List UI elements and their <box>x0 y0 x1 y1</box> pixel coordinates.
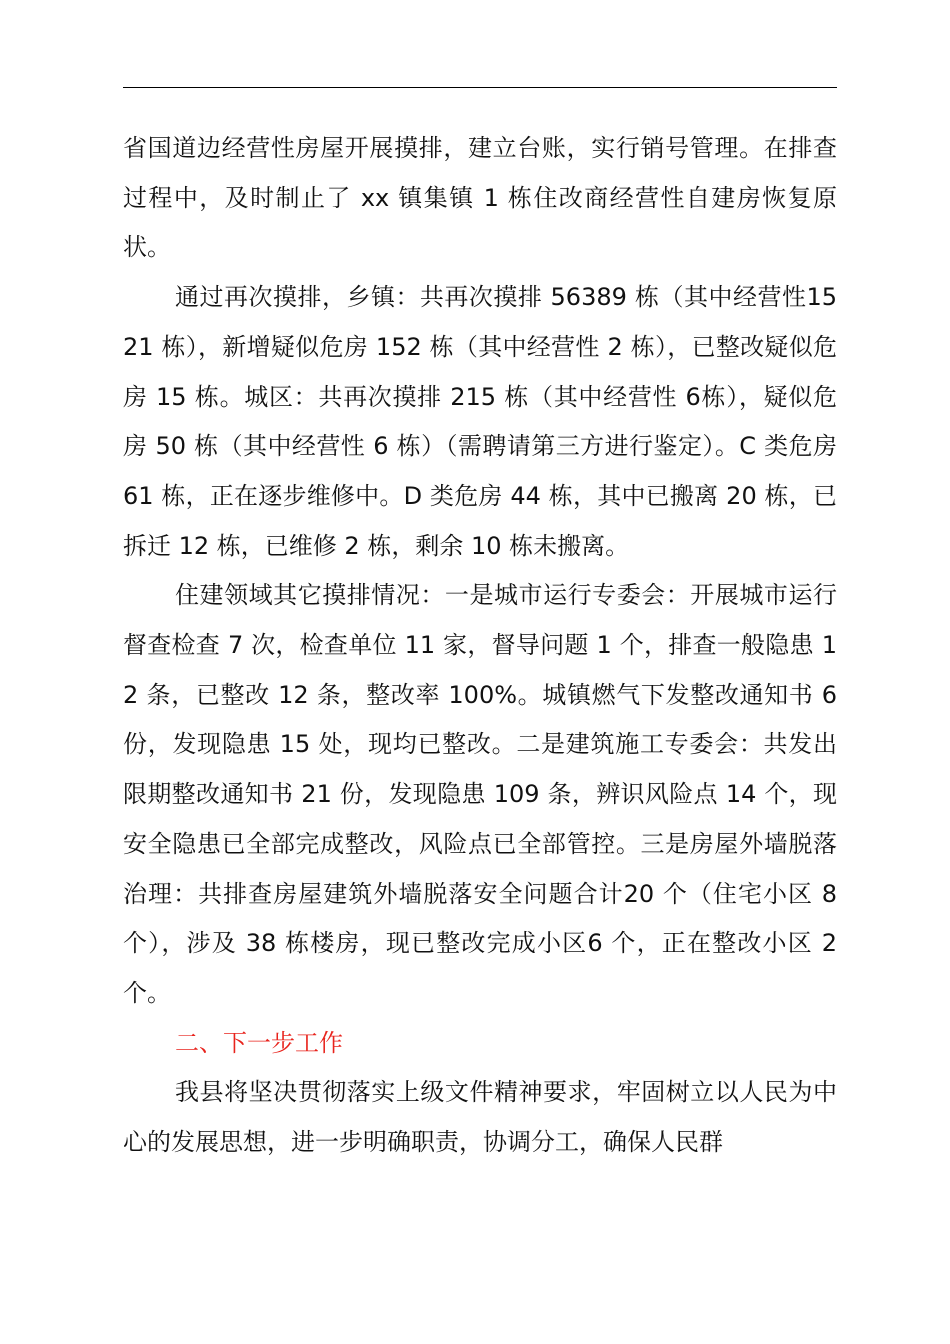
paragraph-continuation: 省国道边经营性房屋开展摸排，建立台账，实行销号管理。在排查过程中，及时制止了 xx 镇集镇 1 栋住改商经营性自建房恢复原状。 <box>123 134 837 262</box>
document-body <box>123 124 837 1168</box>
paragraph-other-inspections: 住建领域其它摸排情况：一是城市运行专委会：开展城市运行督查检查 7 次，检查单位 11 家，督导问题 1 个，排查一般隐患 12 条，已整改 12 条，整改率 100%。城镇燃气下发整改通知书 6 份，发现隐患 15 处，现均已整改。二是建筑施工专委会：共发出限期整改通知书 21 份，发现隐患 109 条，辨识风险点 14 个，现安全隐患已全部完成整改，风险点已全部管控。三是房屋外墙脱落治理：共排查房屋建筑外墙脱落安全问题合计20 个（住宅小区 8 个），涉及 38 栋楼房，现已整改完成小区6 个，正在整改小区 2 个。 <box>123 581 837 1007</box>
paragraph-resurvey-results: 通过再次摸排，乡镇：共再次摸排 56389 栋（其中经营性1521 栋），新增疑似危房 152 栋（其中经营性 2 栋），已整改疑似危房 15 栋。城区：共再次摸排 215 栋（其中经营性 6栋），疑似危房 50 栋（其中经营性 6 栋）（需聘请第三方进行鉴定）。C 类危房 61 栋，正在逐步维修中。D 类危房 44 栋，其中已搬离 20 栋，已拆迁 12 栋，已维修 2 栋，剩余 10 栋未搬离。 <box>123 283 837 560</box>
paragraph-next-steps: 我县将坚决贯彻落实上级文件精神要求，牢固树立以人民为中心的发展思想，进一步明确职责，协调分工，确保人民群 <box>123 1078 837 1157</box>
header-rule <box>123 87 837 88</box>
section-heading-next-steps: 二、下一步工作 <box>175 1028 343 1057</box>
